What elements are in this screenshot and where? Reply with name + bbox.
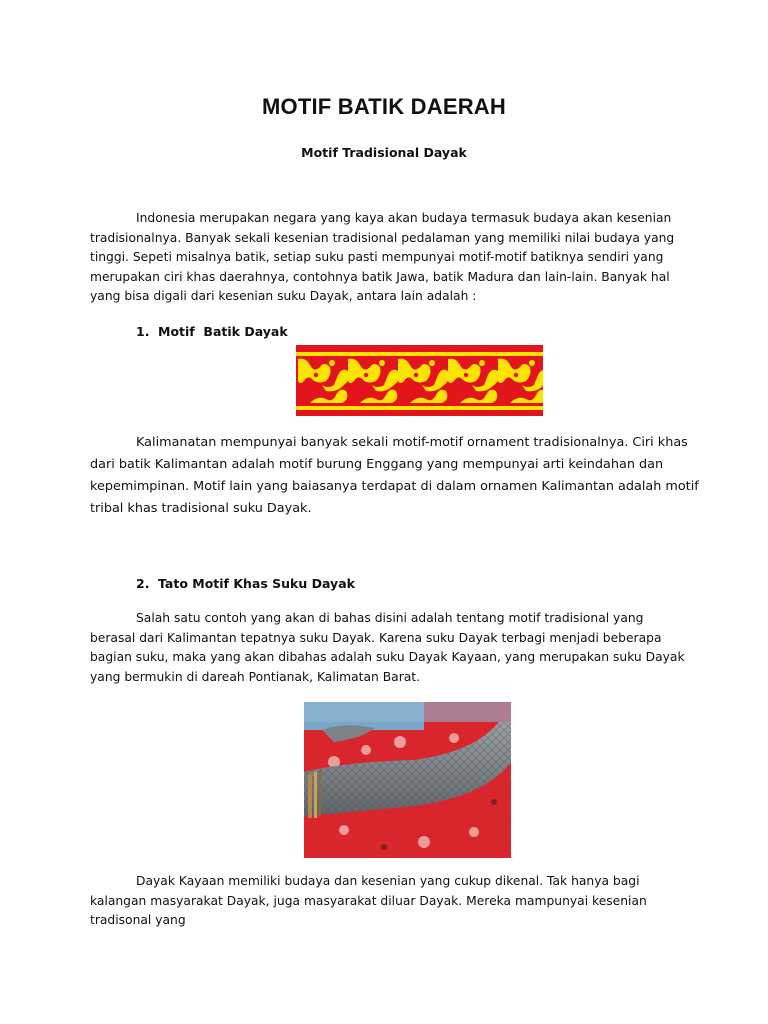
document-subtitle: Motif Tradisional Dayak: [301, 145, 467, 160]
intro-paragraph: Indonesia merupakan negara yang kaya akan budaya termasuk budaya akan kesenian tradisionalnya. Banyak sekali kesenian tradisional pedalaman yang memiliki nilai budaya yang tinggi. Sepeti misalnya batik, setiap suku pasti mempunyai motif-motif batiknya sendiri yang merupakan ciri khas daerahnya, contohnya batik Jawa, batik Madura dan lain-lain. Banyak hal yang bisa digali dari kesenian suku Dayak, antara lain adalah :: [90, 211, 675, 304]
dayak-tattoo-photo: [304, 702, 511, 858]
section-1-paragraph: Kalimanatan mempunyai banyak sekali motif-motif ornament tradisionalnya. Ciri khas dari batik Kalimantan adalah motif burung Enggang yang mempunyai arti keindahan dan kepemimpinan. Motif lain yang baiasanya terdapat di dalam ornamen Kalimantan adalah motif tribal khas tradisional suku Dayak.: [90, 435, 699, 516]
document-title: MOTIF BATIK DAERAH: [262, 94, 506, 119]
section-heading-text: Motif Batik Dayak: [158, 324, 288, 339]
section-number: 1.: [136, 324, 150, 339]
section-number: 2.: [136, 576, 150, 591]
section-heading-1: [136, 324, 288, 339]
section-2-paragraph: Salah satu contoh yang akan di bahas disini adalah tentang motif tradisional yang berasal dari Kalimantan tepatnya suku Dayak. Karena suku Dayak terbagi menjadi beberapa bagian suku, maka yang akan dibahas adalah suku Dayak Kayaan, yang merupakan suku Dayak yang bermukin di dareah Pontianak, Kalimatan Barat.: [90, 611, 685, 684]
section-heading-text: Tato Motif Khas Suku Dayak: [158, 576, 355, 591]
section-heading-2: [136, 576, 355, 591]
dayak-batik-motif-image: [296, 345, 543, 416]
closing-paragraph: Dayak Kayaan memiliki budaya dan kesenian yang cukup dikenal. Tak hanya bagi kalangan masyarakat Dayak, juga masyarakat diluar Dayak. Mereka mampunyai kesenian tradisonal yang: [90, 874, 647, 928]
